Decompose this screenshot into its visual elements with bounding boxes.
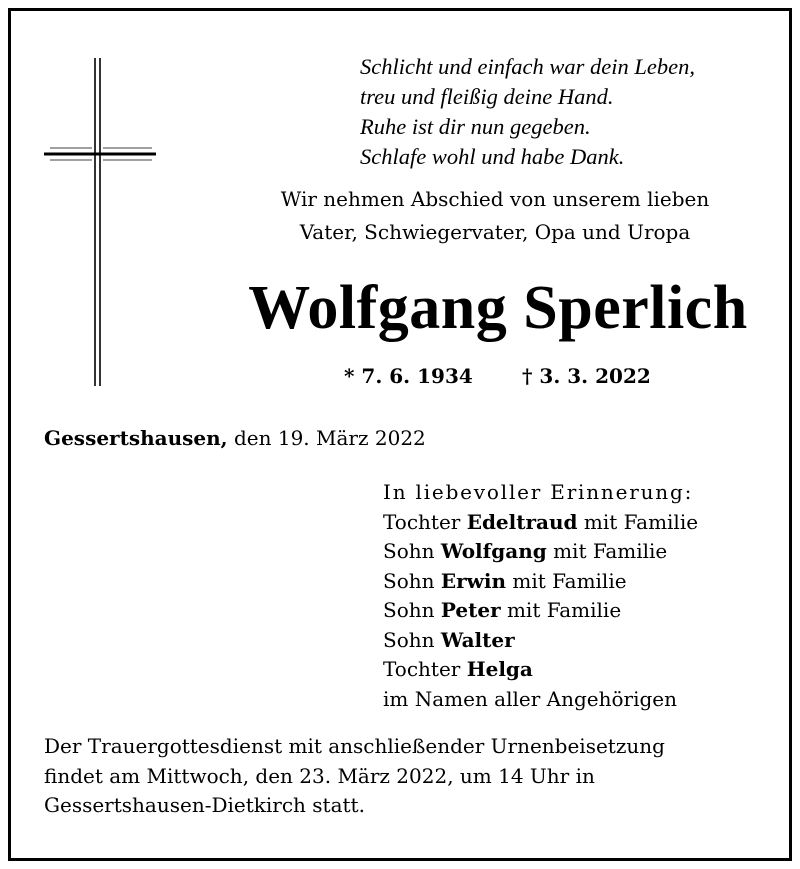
poem-line: Schlicht und einfach war dein Leben, bbox=[360, 54, 695, 79]
member-suffix: mit Familie bbox=[583, 509, 699, 534]
member-name: Peter bbox=[440, 598, 501, 622]
poem-line: treu und fleißig deine Hand. bbox=[360, 84, 614, 109]
service-line: findet am Mittwoch, den 23. März 2022, um 14 Uhr in bbox=[44, 763, 595, 788]
service-line: Gessertshausen-Dietkirch statt. bbox=[44, 793, 365, 817]
place-town: Gessertshausen, bbox=[44, 426, 228, 450]
service-line: Der Trauergottesdienst mit anschließender Urnenbeisetzung bbox=[44, 734, 665, 758]
member-relation: Tochter bbox=[383, 509, 461, 534]
member-name: Walter bbox=[440, 627, 515, 652]
place-date: den 19. März 2022 bbox=[233, 426, 426, 450]
family-member bbox=[383, 537, 783, 567]
intro-text bbox=[230, 183, 760, 249]
family-header: In liebevoller Erinnerung: bbox=[383, 480, 694, 504]
member-name: Edeltraud bbox=[466, 509, 578, 534]
place-and-date bbox=[44, 424, 426, 452]
member-relation: Tochter bbox=[383, 657, 461, 681]
family-footer: im Namen aller Angehörigen bbox=[383, 686, 678, 711]
family-member bbox=[383, 596, 783, 626]
member-name: Erwin bbox=[440, 568, 507, 593]
member-relation: Sohn bbox=[383, 627, 435, 652]
member-relation: Sohn bbox=[383, 598, 435, 622]
poem-line: Ruhe ist dir nun gegeben. bbox=[360, 114, 591, 139]
member-relation: Sohn bbox=[383, 568, 435, 593]
member-suffix: mit Familie bbox=[553, 539, 668, 563]
member-name: Helga bbox=[466, 657, 533, 681]
family-member bbox=[383, 508, 783, 538]
birth-date: * 7. 6. 1934 bbox=[344, 364, 473, 388]
life-dates bbox=[340, 362, 680, 390]
intro-line: Wir nehmen Abschied von unserem lieben bbox=[280, 187, 710, 211]
death-date: † 3. 3. 2022 bbox=[522, 364, 651, 388]
family-list bbox=[383, 478, 783, 714]
family-member bbox=[383, 567, 783, 597]
deceased-name: Wolfgang Sperlich bbox=[248, 274, 748, 342]
cross-icon bbox=[40, 58, 160, 388]
member-name: Wolfgang bbox=[440, 539, 547, 563]
member-suffix: mit Familie bbox=[506, 598, 622, 622]
service-notice bbox=[44, 732, 764, 821]
family-member bbox=[383, 626, 783, 656]
intro-line: Vater, Schwiegervater, Opa und Uropa bbox=[299, 220, 691, 244]
member-relation: Sohn bbox=[383, 539, 435, 563]
poem-line: Schlafe wohl und habe Dank. bbox=[360, 144, 625, 169]
poem bbox=[360, 52, 780, 172]
member-suffix: mit Familie bbox=[512, 568, 627, 593]
family-member bbox=[383, 655, 783, 685]
